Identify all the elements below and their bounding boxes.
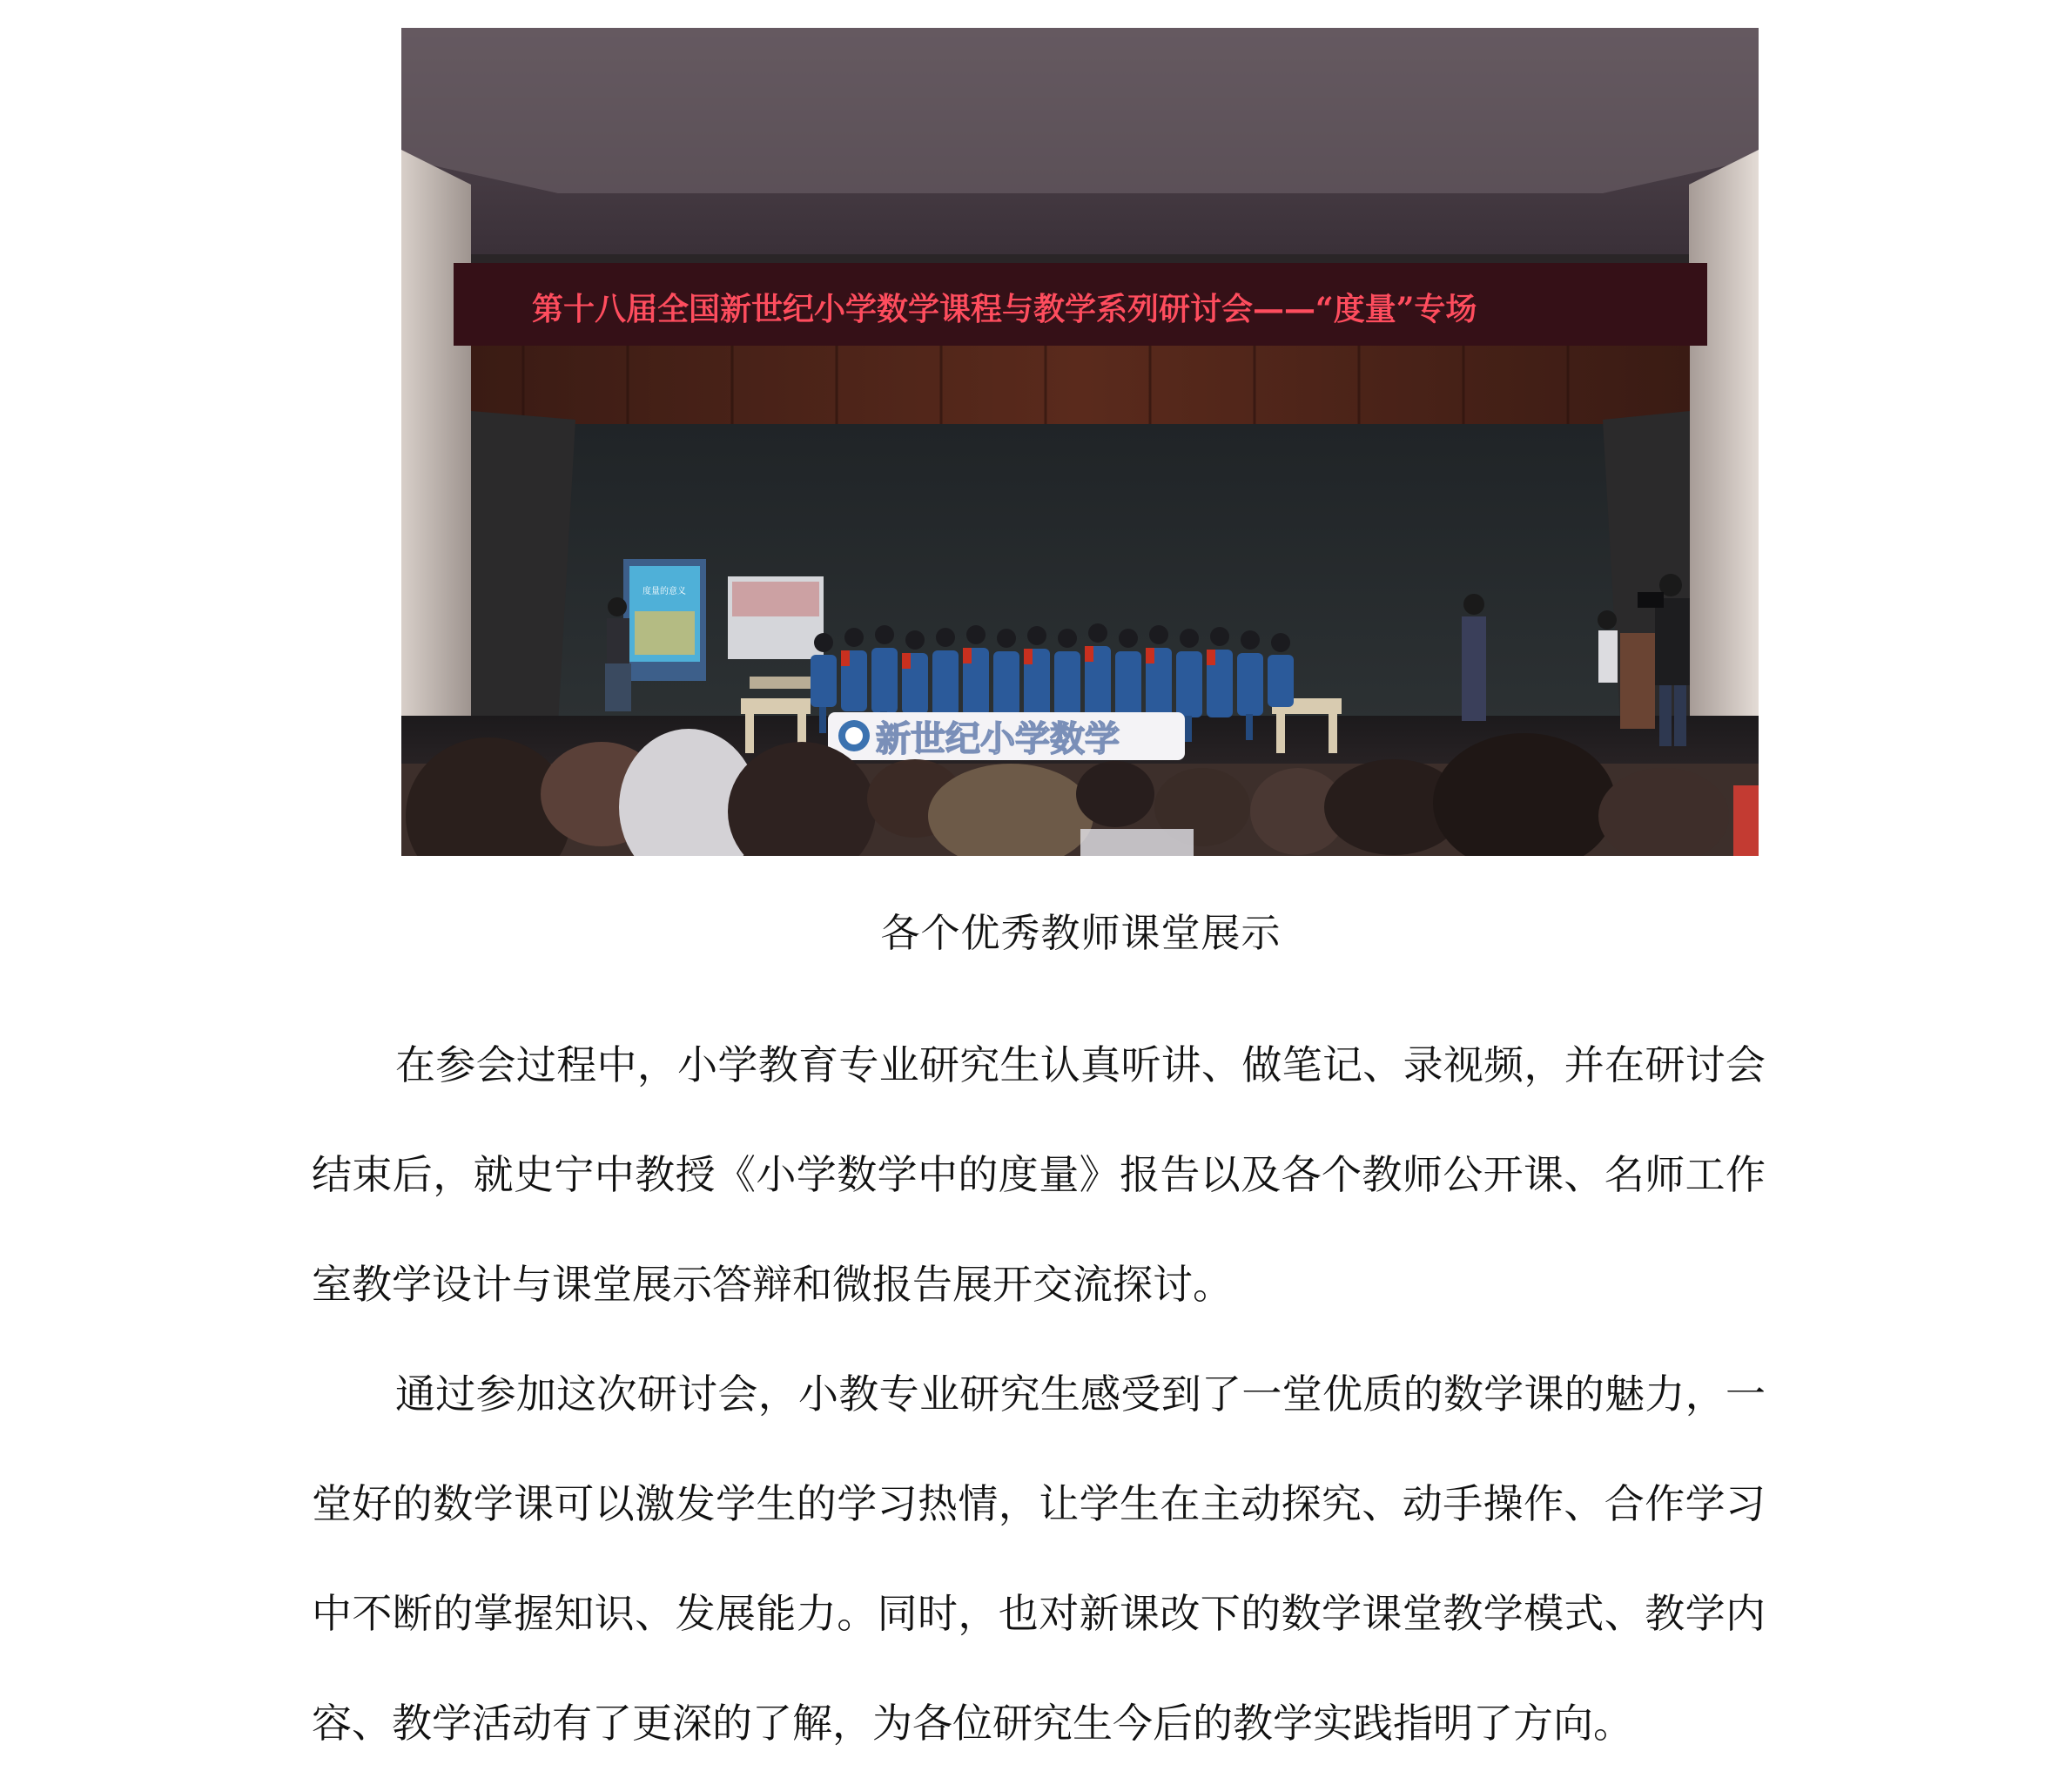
led-banner [454, 263, 1707, 346]
paragraph-1: 在参会过程中，小学教育专业研究生认真听讲、做笔记、录视频，并在研讨会结束后，就史宁中教授《小学数学中的度量》报告以及各个教师公开课、名师工作室教学设计与课堂展示答辩和微报告展开交流探讨。 [312, 1041, 1766, 1308]
classroom-screen [623, 559, 706, 681]
stage-logo [828, 712, 1185, 760]
paragraph-2: 通过参加这次研讨会，小教专业研究生感受到了一堂优质的数学课的魅力，一堂好的数学课可以激发学生的学习热情，让学生在主动探究、动手操作、合作学习中不断的掌握知识、发展能力。同时，也对新课改下的数学课堂教学模式、教学内容、教学活动有了更深的了解，为各位研究生今后的教学实践指明了方向。 [312, 1371, 1766, 1747]
conference-photo [401, 28, 1759, 856]
svg-text:新世纪小学数学: 新世纪小学数学 [876, 719, 1120, 759]
article-body [312, 1010, 1766, 1778]
photo-caption: 各个优秀教师课堂展示 [880, 910, 1282, 956]
svg-text:度量的意义: 度量的意义 [642, 587, 686, 596]
led-banner-text: 第十八届全国新世纪小学数学课程与教学系列研讨会——“度量”专场 [532, 291, 1477, 327]
